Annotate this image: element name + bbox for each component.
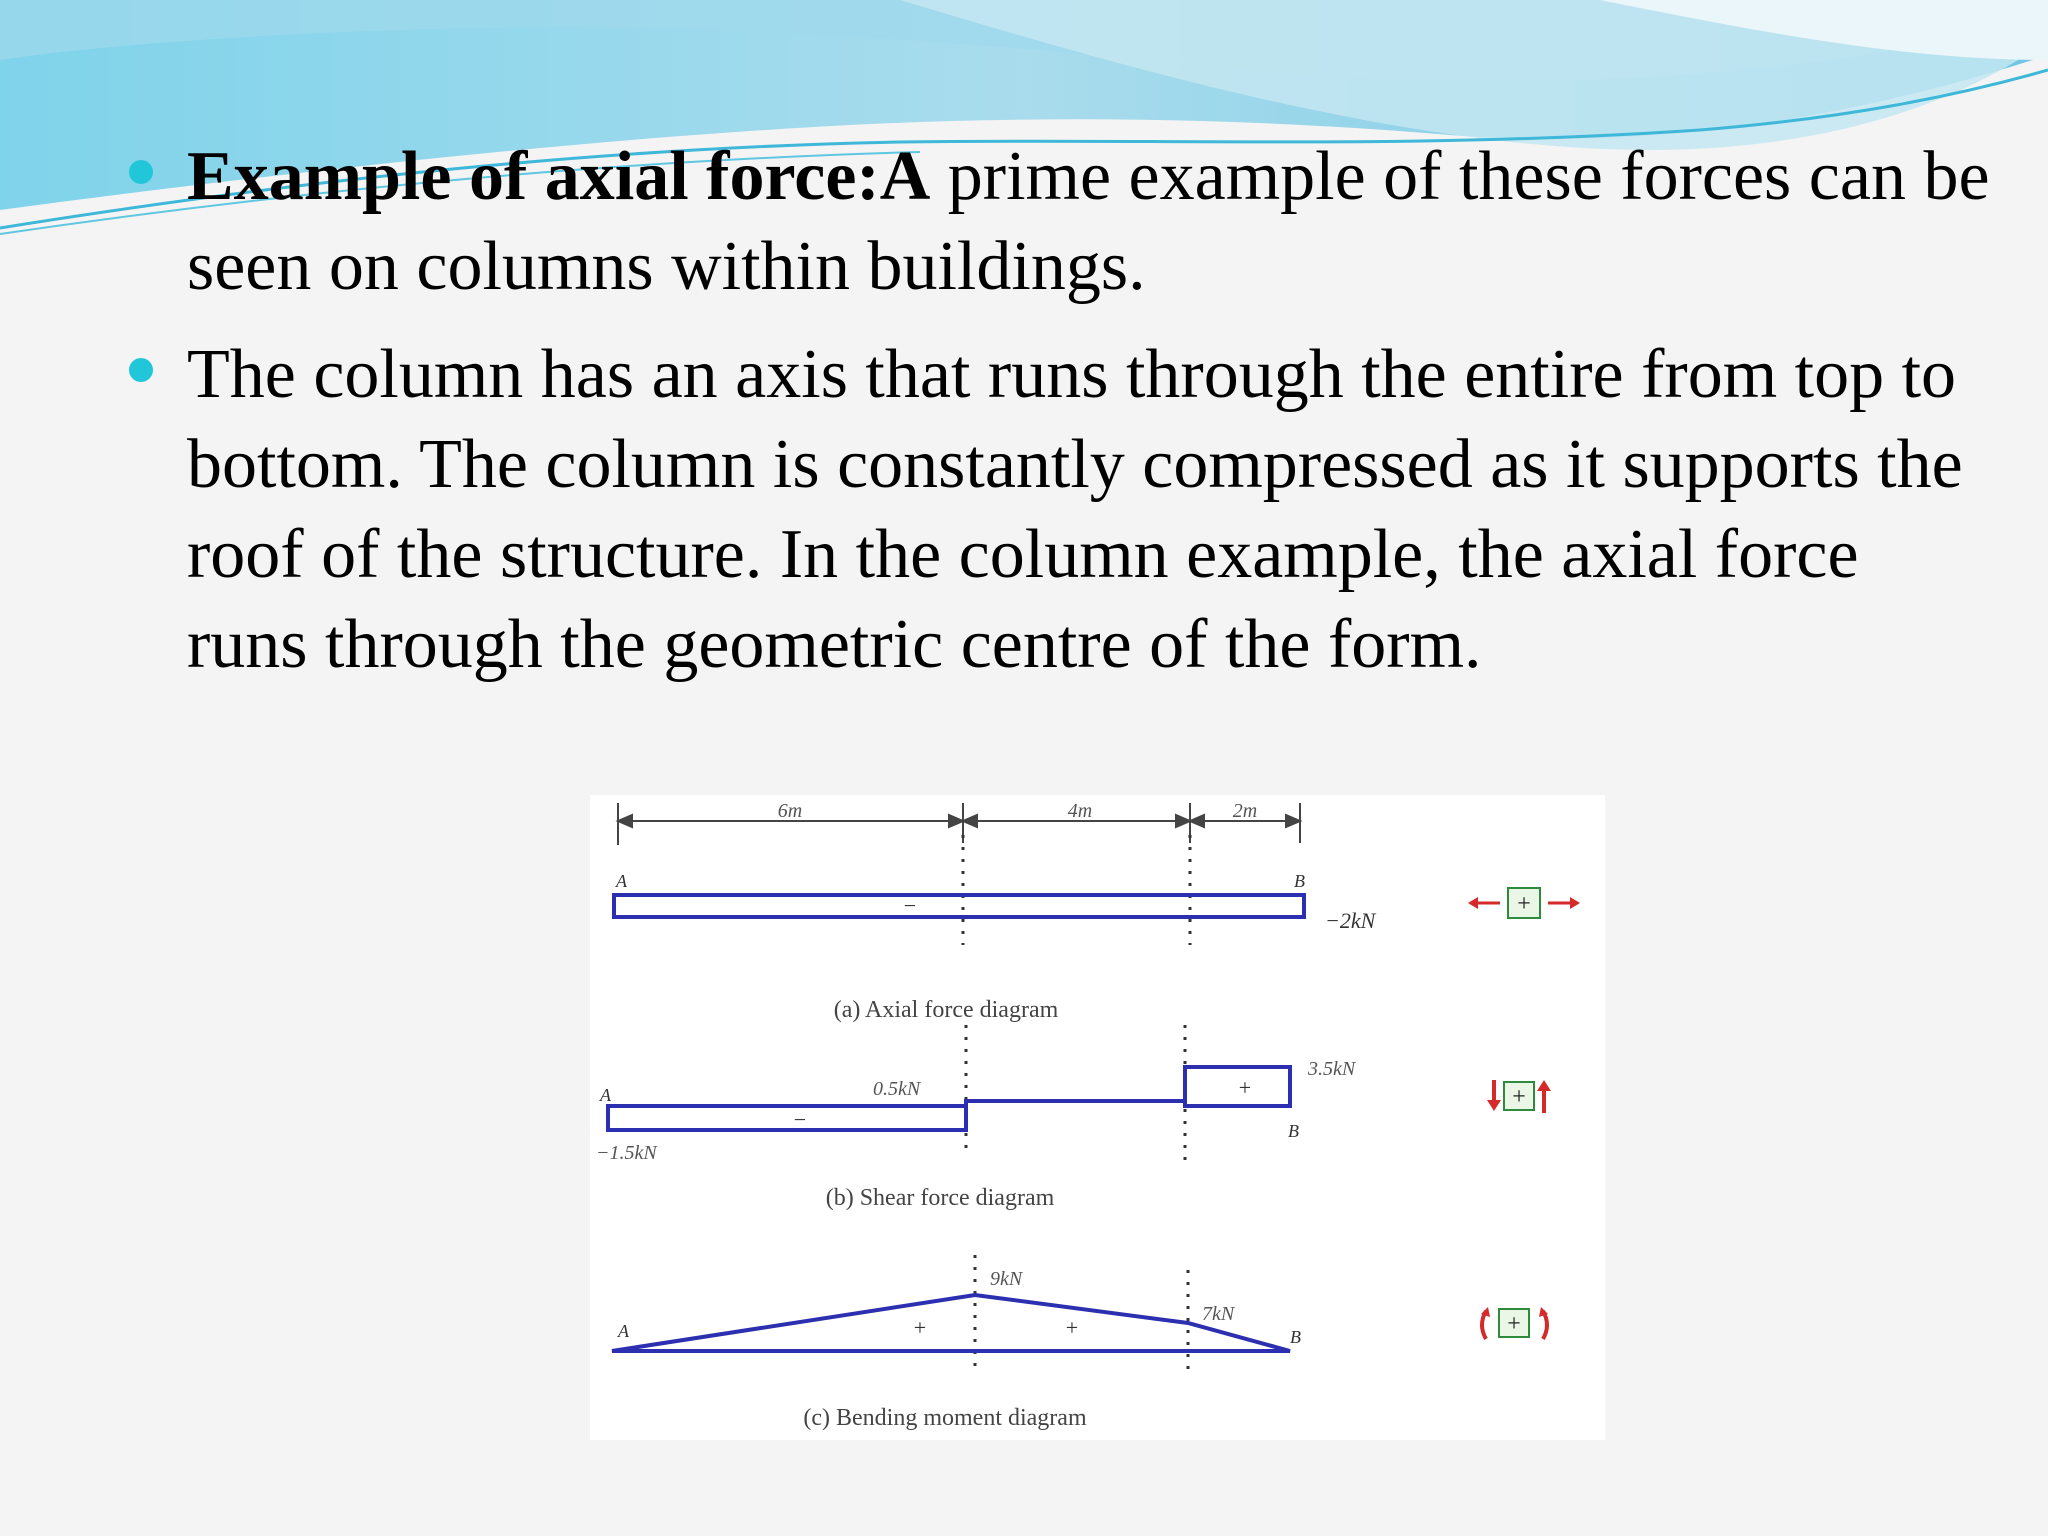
bullet-text: Example of axial force:A prime example of these forces can be seen on columns within buildings. <box>187 138 1990 305</box>
shear-plus-sign: + <box>1238 1075 1252 1100</box>
bullet-dot-icon <box>129 160 153 184</box>
shear-force-caption: (b) Shear force diagram <box>825 1185 1055 1211</box>
shear-value-top: 3.5kN <box>1308 1058 1356 1080</box>
bullet-item <box>125 330 1995 690</box>
point-label-a: A <box>618 1321 629 1341</box>
point-label-a: A <box>616 871 627 891</box>
bullet-dot-icon <box>129 358 153 382</box>
axial-force-value: −2kN <box>1325 908 1376 933</box>
moment-value-second: 7kN <box>1202 1303 1235 1325</box>
shear-value-bottom: −1.5kN <box>596 1142 657 1164</box>
moment-plus-sign: + <box>1065 1315 1079 1340</box>
moment-value-peak: 9kN <box>990 1268 1023 1290</box>
point-label-b: B <box>1288 1121 1299 1141</box>
axial-force-caption: (a) Axial force diagram <box>833 997 1059 1023</box>
shear-minus-sign: − <box>793 1107 807 1132</box>
point-label-b: B <box>1294 871 1305 891</box>
shear-value-mid: 0.5kN <box>873 1078 921 1100</box>
bullet-item <box>125 132 1995 312</box>
dimension-label-4m: 4m <box>1067 800 1093 822</box>
dimension-label-2m: 2m <box>1232 800 1258 822</box>
svg-text:+: + <box>1517 891 1531 917</box>
svg-text:+: + <box>1512 1084 1526 1110</box>
bullet-text: The column has an axis that runs through the entire from top to bottom. The column is constantly compressed as it supports the roof of the structure. In the column example, the axial force runs through the geometric centre of the form. <box>187 336 1963 683</box>
moment-plus-sign: + <box>913 1315 927 1340</box>
force-diagrams-figure <box>590 795 1605 1440</box>
slide-content <box>125 132 1995 708</box>
dimension-label-6m: 6m <box>777 800 803 822</box>
svg-text:+: + <box>1507 1311 1521 1337</box>
axial-force-sign: − <box>903 893 917 918</box>
bending-moment-caption: (c) Bending moment diagram <box>803 1405 1087 1431</box>
point-label-a: A <box>600 1085 611 1105</box>
point-label-b: B <box>1290 1327 1301 1347</box>
